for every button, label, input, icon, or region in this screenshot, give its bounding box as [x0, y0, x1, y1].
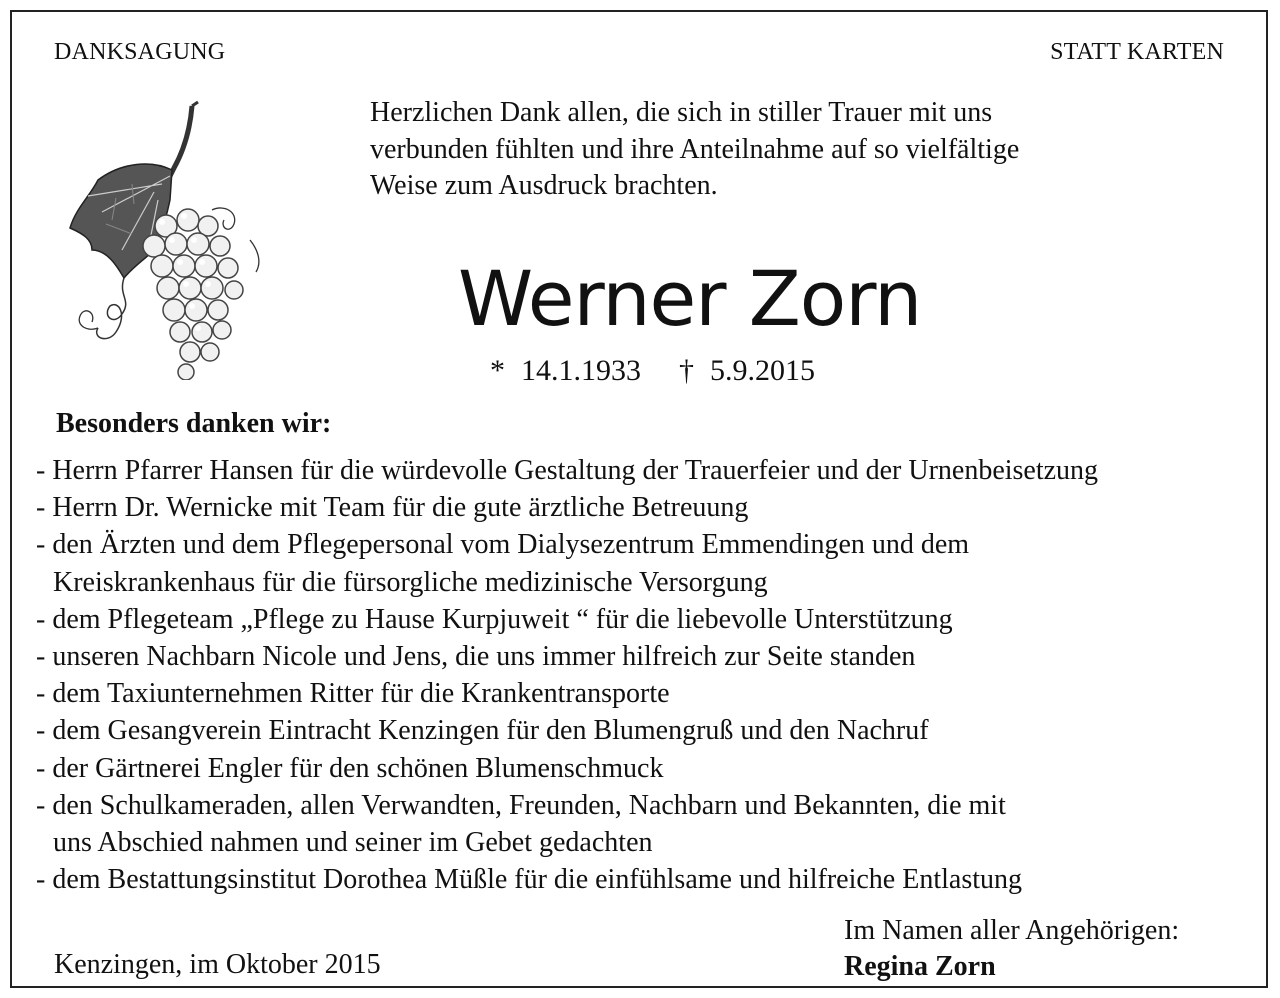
header-statt-karten: STATT KARTEN	[1050, 39, 1224, 65]
birth-date: 14.1.1933	[521, 354, 641, 387]
signature-name: Regina Zorn	[844, 951, 996, 982]
list-item-continuation: Kreiskrankenhaus für die fürsorgliche medizinische Versorgung	[53, 566, 768, 598]
list-item: - den Schulkameraden, allen Verwandten, Freunden, Nachbarn und Bekannten, die mit	[36, 789, 1006, 821]
list-item: - dem Taxiunternehmen Ritter für die Krankentransporte	[36, 678, 670, 710]
intro-line: verbunden fühlten und ihre Anteilnahme auf so vielfältige	[370, 133, 1020, 165]
death-date: 5.9.2015	[710, 354, 815, 387]
list-item: - unseren Nachbarn Nicole und Jens, die uns immer hilfreich zur Seite standen	[36, 641, 916, 673]
list-item: - dem Bestattungsinstitut Dorothea Müßle für die einfühlsame und hilfreiche Entlastung	[36, 864, 1023, 896]
intro-line: Weise zum Ausdruck brachten.	[370, 170, 718, 201]
place-date: Kenzingen, im Oktober 2015	[54, 949, 381, 980]
thanks-list	[36, 452, 1276, 898]
obituary-notice	[10, 10, 1268, 988]
birth-symbol: *	[490, 354, 505, 387]
list-item: - Herrn Dr. Wernicke mit Team für die gute ärztliche Betreuung	[36, 492, 749, 524]
list-item-continuation: uns Abschied nahmen und seiner im Gebet gedachten	[53, 827, 653, 859]
thanks-heading: Besonders danken wir:	[56, 408, 332, 439]
intro-line: Herzlichen Dank allen, die sich in stiller Trauer mit uns	[370, 97, 993, 128]
grapes-illustration	[62, 100, 267, 380]
intro-text	[370, 95, 1230, 205]
life-dates	[490, 354, 815, 388]
signature-intro: Im Namen aller Angehörigen:	[844, 915, 1180, 946]
list-item: - der Gärtnerei Engler für den schönen Blumenschmuck	[36, 752, 664, 784]
deceased-name: Werner Zorn	[458, 254, 922, 343]
list-item: - Herrn Pfarrer Hansen für die würdevolle Gestaltung der Trauerfeier und der Urnenbeisetzung	[36, 455, 1099, 486]
header-danksagung: DANKSAGUNG	[54, 39, 226, 65]
list-item: - dem Pflegeteam „Pflege zu Hause Kurpjuweit “ für die liebevolle Unterstützung	[36, 603, 953, 635]
list-item: - den Ärzten und dem Pflegepersonal vom Dialysezentrum Emmendingen und dem	[36, 529, 970, 561]
death-symbol: †	[679, 354, 694, 387]
list-item: - dem Gesangverein Eintracht Kenzingen für den Blumengruß und den Nachruf	[36, 715, 929, 747]
